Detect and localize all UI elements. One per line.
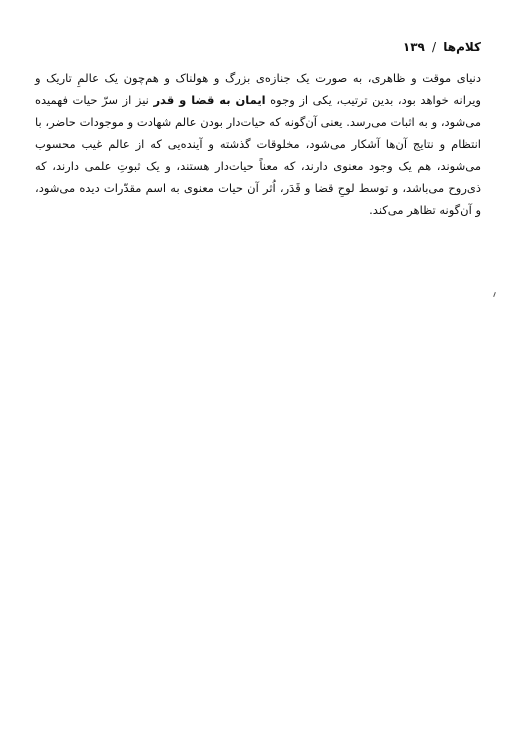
page-header — [403, 40, 481, 54]
body-paragraph — [35, 67, 481, 221]
paragraph-text-part-2: نیز از سرّ حیات فهمیده می‌شود، و به اثبات می‌رسد. یعنی آن‌گونه که حیات‌دار بودن عالم شهادت و موجودات حاضر، با انتظام و نتایج آن‌ها آشکار می‌شود، مخلوقات گذشته و آینده‌یی که از عالم غیب محسوب می‌شوند، هم یک وجود معنوی دارند، که معناً حیات‌دار هستند، و یک ثبوتِ علمی دارند، که ذی‌روح می‌باشد، و توسط لوحِ قضا و قَدَر، اُثر آن حیات معنوی به اسم مقدّرات دیده می‌شود، و آن‌گونه تظاهر می‌کند. — [35, 93, 481, 217]
running-title: کلام‌ها — [443, 40, 481, 54]
page-number: ۱۳۹ — [402, 40, 425, 54]
paragraph-bold-phrase: ایمان به قضا و قدر — [153, 93, 266, 107]
header-separator: / — [432, 40, 437, 54]
stray-ink-mark — [493, 292, 496, 297]
paragraph-text-part-1: دنیای موقت و ظاهری، به صورت یک جنازه‌ی بزرگ و هولناک و هم‌چون یک عالمِ تاریک و ویرانه خواهد بود، بدین ترتیب، یکی از وجوه — [35, 71, 481, 107]
